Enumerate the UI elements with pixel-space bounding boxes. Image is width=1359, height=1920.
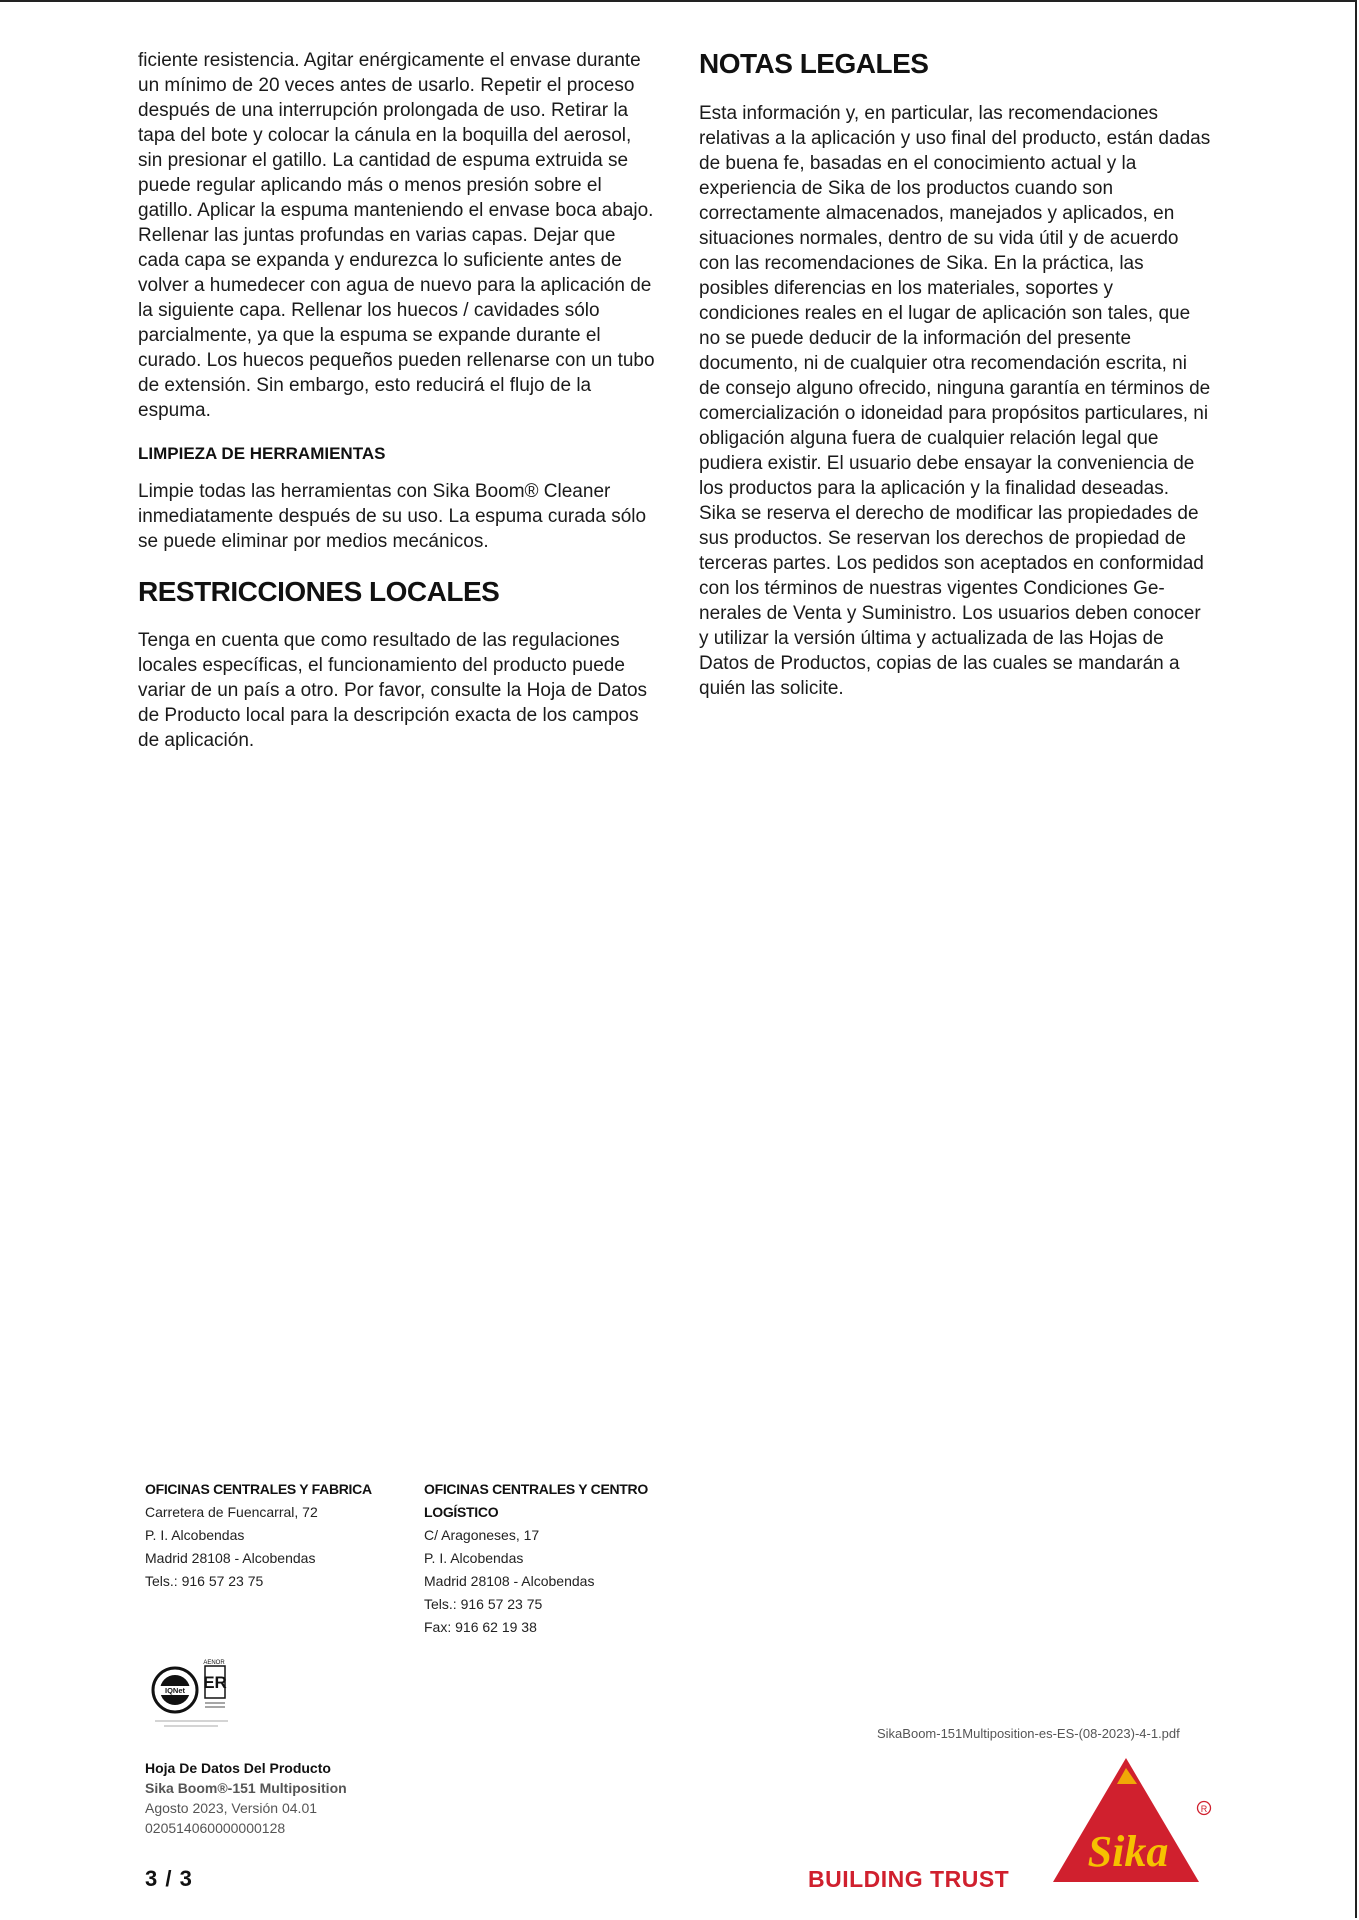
office1-address-line: Madrid 28108 - Alcobendas bbox=[145, 1550, 316, 1566]
application-method-text: ficiente resistencia. Agitar enérgicamente el envase durante un mínimo de 20 veces antes de usarlo. Repetir el proceso después de una interrupción prolongada de uso. Retirar la tapa del bote y colocar la cánula en la boquilla del aerosol, sin presionar el gatillo. La cantidad de espuma extruida se puede regular aplicando más o menos presión sobre el gatillo. Aplicar la espuma manteniendo el envase boca abajo. Rellenar las juntas profundas en varias capas. Dejar que cada capa se expanda y endurezca lo suficiente antes de volver a humedecer con agua de nuevo para la aplicación de la siguiente capa. Rellenar los huecos / cavidades sólo parcialmente, ya que la espuma se expande durante el curado. Los huecos pequeños pueden rellenarse con un tubo de extensión. Sin embargo, esto reducirá el flujo de la espuma. bbox=[138, 50, 655, 421]
office1-phone: Tels.: 916 57 23 75 bbox=[145, 1573, 264, 1589]
certification-logos bbox=[150, 1657, 240, 1739]
office2-title-line1: OFICINAS CENTRALES Y CENTRO bbox=[424, 1481, 648, 1497]
office1-address-line: P. I. Alcobendas bbox=[145, 1527, 245, 1543]
svg-text:R: R bbox=[1200, 1804, 1208, 1814]
office1-address-line: Carretera de Fuencarral, 72 bbox=[145, 1504, 318, 1520]
tool-cleaning-text: Limpie todas las herramientas con Sika Boom® Cleaner inmediatamente después de su uso. La espuma curada sólo se puede eliminar por medios mecánicos. bbox=[138, 481, 647, 552]
office2-address-line: P. I. Alcobendas bbox=[424, 1550, 524, 1566]
office2-address-line: Madrid 28108 - Alcobendas bbox=[424, 1573, 595, 1589]
right-column bbox=[699, 48, 1211, 701]
local-restrictions-text: Tenga en cuenta que como resultado de las regulaciones locales específicas, el funcionamiento del producto puede variar de un país a otro. Por favor, consulte la Hoja de Datos de Producto local para la descripción exacta de los campos de aplicación. bbox=[138, 630, 648, 751]
page-number: 3 / 3 bbox=[145, 1866, 193, 1891]
aenor-label: AENOR bbox=[203, 1660, 225, 1666]
tool-cleaning-heading: LIMPIEZA DE HERRAMIENTAS bbox=[138, 444, 386, 463]
left-column bbox=[138, 48, 658, 753]
document-info bbox=[145, 1758, 347, 1838]
legal-notes-text: Esta información y, en particular, las recomendaciones relativas a la aplicación y uso final del producto, están dadas de buena fe, basadas en el conocimiento actual y la experiencia de Sika de los productos cuando son correctamente almacenados, manejados y aplicados, en situaciones normales, dentro de su vida útil y de acuerdo con las recomendaciones de Sika. En la práctica, las posibles diferencias en los materiales, soportes y condiciones reales en el lugar de aplicación son tales, que no se puede deducir de la información del presente documento, ni de cualquier otra recomendación escrita, ni de consejo alguno ofrecido, ninguna garantía en términos de comercialización o idoneidad para propósitos particulares, ni obligación alguna fuera de cualquier relación legal que pudiera existir. El usuario debe ensayar la conveniencia de los productos para la aplicación y la finalidad deseadas. Sika se reserva el derecho de modificar las propiedades de sus productos. Se reservan los derechos de propiedad de terceras partes. Los pedidos son aceptados en conformidad con los términos de nuestras vigentes Condiciones Generales de Venta y Suministro. Los usuarios deben conocer y utilizar la versión última y actualizada de las Hojas de Datos de Productos, copias de las cuales se mandarán a quién las solicite. bbox=[699, 103, 1211, 699]
office2-title-line2: LOGÍSTICO bbox=[424, 1504, 499, 1520]
pdf-filename: SikaBoom-151Multiposition-es-ES-(08-2023)-4-1.pdf bbox=[877, 1726, 1180, 1741]
legal-notes-heading: NOTAS LEGALES bbox=[699, 48, 929, 79]
iqnet-aenor-icon bbox=[150, 1657, 240, 1739]
local-restrictions-heading: RESTRICCIONES LOCALES bbox=[138, 576, 500, 607]
sika-logo bbox=[1053, 1758, 1213, 1898]
sika-wordmark: Sika bbox=[1087, 1827, 1169, 1876]
iqnet-label: IQNet bbox=[164, 1686, 186, 1695]
er-label: ER bbox=[203, 1673, 227, 1692]
product-name: Sika Boom®-151 Multiposition bbox=[145, 1780, 347, 1796]
sika-triangle-icon bbox=[1053, 1758, 1213, 1898]
doc-version: Agosto 2023, Versión 04.01 bbox=[145, 1800, 318, 1816]
office-headquarters-factory bbox=[145, 1478, 372, 1593]
office2-phone: Tels.: 916 57 23 75 bbox=[424, 1596, 543, 1612]
doc-type: Hoja De Datos Del Producto bbox=[145, 1760, 331, 1776]
doc-code: 020514060000000128 bbox=[145, 1820, 286, 1836]
building-trust-tagline: BUILDING TRUST bbox=[808, 1866, 1010, 1892]
office-headquarters-logistics bbox=[424, 1478, 648, 1639]
office1-title: OFICINAS CENTRALES Y FABRICA bbox=[145, 1481, 372, 1497]
office2-fax: Fax: 916 62 19 38 bbox=[424, 1619, 537, 1635]
office2-address-line: C/ Aragoneses, 17 bbox=[424, 1527, 540, 1543]
